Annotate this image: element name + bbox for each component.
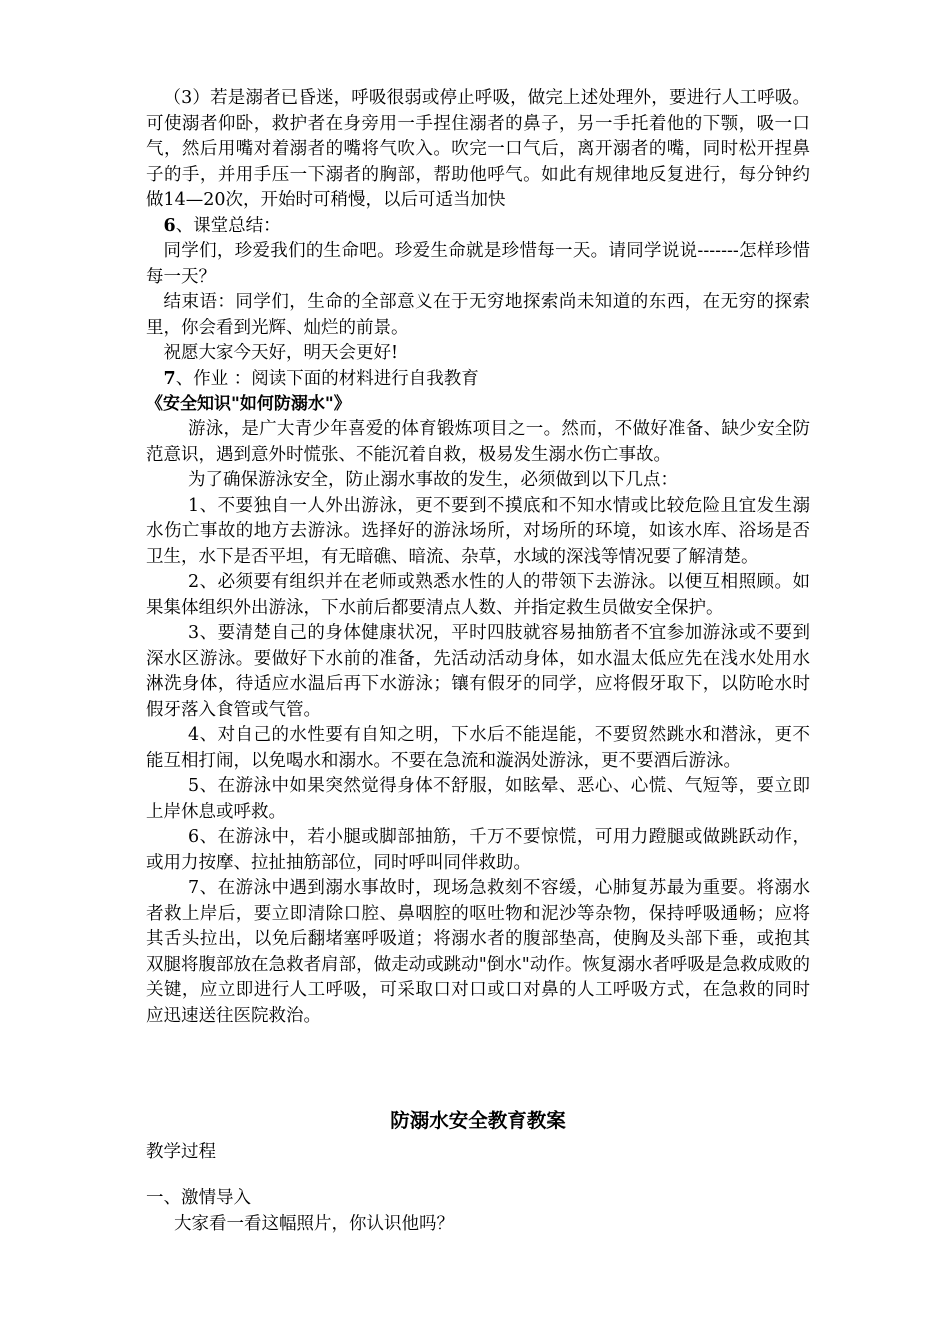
upper-content [146,86,810,1029]
article-point-4: 4、对自己的水性要有自知之明，下水后不能逞能，不要贸然跳水和潜泳，更不能互相打闹，以免喝水和溺水。不要在急流和漩涡处游泳，更不要酒后游泳。 [146,725,810,771]
paragraph-wishes: 祝愿大家今天好，明天会更好! [163,343,399,363]
paragraph-cherish-life: 同学们，珍爱我们的生命吧。珍爱生命就是珍惜每一天。请同学说说-------怎样珍惜每一天？ [146,241,810,287]
article-point-3: 3、要清楚自己的身体健康状况，平时四肢就容易抽筋者不宜参加游泳或不要到深水区游泳。要做好下水前的准备，先活动活动身体，如水温太低应先在浅水处用水淋洗身体，待适应水温后再下水游泳；镶有假牙的同学，应将假牙取下，以防呛水时假牙落入食管或气管。 [146,623,810,720]
lesson-plan-title: 防溺水安全教育教案 [390,1109,566,1132]
section-7-label: 、作业 ：阅读下面的材料进行自我教育 [175,368,479,389]
section-6-number: 6 [163,215,176,236]
paragraph-artificial-respiration: （3）若是溺者已昏迷，呼吸很弱或停止呼吸，做完上述处理外，要进行人工呼吸。可使溺者仰卧，救护者在身旁用一手捏住溺者的鼻子，另一手托着他的下颚，吸一口气，然后用嘴对着溺者的嘴将气吹入。吹完一口气后，离开溺者的嘴，同时松开捏鼻子的手，并用手压一下溺者的胸部，帮助他呼气。如此有规律地反复进行，每分钟约做14—20次，开始时可稍慢，以后可适当加快 [146,88,810,210]
article-point-6: 6、在游泳中，若小腿或脚部抽筋，千万不要惊慌，可用力蹬腿或做跳跃动作，或用力按摩、拉扯抽筋部位，同时呼叫同伴救助。 [146,827,810,873]
article-point-7: 7、在游泳中遇到溺水事故时，现场急救刻不容缓，心肺复苏最为重要。将溺水者救上岸后，要立即清除口腔、鼻咽腔的呕吐物和泥沙等杂物，保持呼吸通畅；应将其舌头拉出，以免后翻堵塞呼吸道；将溺水者的腹部垫高，使胸及头部下垂，或抱其双腿将腹部放在急救者肩部，做走动或跳动"倒水"动作。恢复溺水者呼吸是急救成败的关键，应立即进行人工呼吸，可采取口对口或口对鼻的人工呼吸方式，在急救的同时应迅速送往医院救治。 [146,878,810,1026]
intro-question: 大家看一看这幅照片，你认识他吗？ [174,1214,454,1234]
teaching-process-label: 教学过程 [146,1142,216,1162]
section-7-number: 7 [163,368,176,389]
article-point-5: 5、在游泳中如果突然觉得身体不舒服，如眩晕、恶心、心慌、气短等，要立即上岸休息或呼救。 [146,776,810,822]
paragraph-closing-remarks: 结束语：同学们，生命的全部意义在于无穷地探索尚未知道的东西，在无穷的探索里，你会看到光辉、灿烂的前景。 [146,292,810,338]
article-intro: 游泳，是广大青少年喜爱的体育锻炼项目之一。然而，不做好准备、缺少安全防范意识，遇到意外时慌张、不能沉着自救，极易发生溺水伤亡事故。 [146,419,810,465]
article-point-1: 1、不要独自一人外出游泳，更不要到不摸底和不知水情或比较危险且宜发生溺水伤亡事故的地方去游泳。选择好的游泳场所，对场所的环境，如该水库、浴场是否卫生，水下是否平坦，有无暗礁、暗流、杂草，水域的深浅等情况要了解清楚。 [146,495,810,567]
article-title: 《安全知识"如何防溺水"》 [146,394,351,414]
article-point-2: 2、必须要有组织并在老师或熟悉水性的人的带领下去游泳。以便互相照顾。如果集体组织外出游泳，下水前后都要清点人数、并指定救生员做安全保护。 [146,572,810,618]
section-6-heading [146,214,810,240]
article-points-lead: 为了确保游泳安全，防止溺水事故的发生，必须做到以下几点： [188,470,678,490]
section-6-label: 、课堂总结： [175,215,281,236]
section-1-heading: 一、激情导入 [146,1188,251,1208]
section-7-heading [146,367,810,393]
